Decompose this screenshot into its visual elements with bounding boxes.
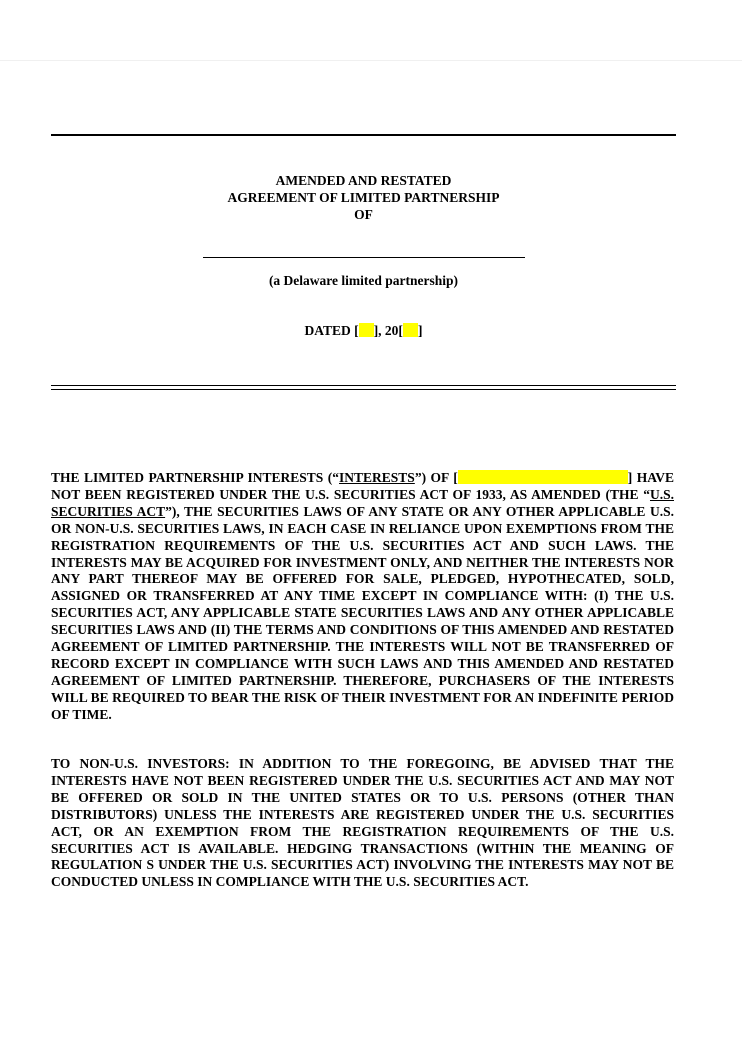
dated-line — [51, 323, 676, 339]
dated-middle: ], 20[ — [373, 323, 403, 338]
day-blank[interactable] — [359, 323, 374, 337]
title-line-3: OF — [354, 207, 373, 222]
legend1-part2: ”) OF [ — [414, 470, 458, 485]
legend1-part1: THE LIMITED PARTNERSHIP INTERESTS (“ — [51, 470, 340, 485]
securities-legend — [51, 470, 674, 724]
interests-defined-term: INTERESTS — [339, 470, 415, 485]
non-us-investor-legend: TO NON-U.S. INVESTORS: IN ADDITION TO THE FOREGOING, BE ADVISED THAT THE INTERESTS HAVE NOT BEEN REGISTERED UNDER THE U.S. SECURITIES ACT AND MAY NOT BE OFFERED OR SOLD IN THE UNITED STATES OR TO U.S. PERSONS (OTHER THAN DISTRIBUTORS) UNLESS THE INTERESTS ARE REGISTERED UNDER THE U.S. SECURITIES ACT, OR AN EXEMPTION FROM THE REGISTRATION REQUIREMENTS OF THE U.S. SECURITIES ACT IS AVAILABLE. HEDGING TRANSACTIONS (WITHIN THE MEANING OF REGULATION S UNDER THE U.S. SECURITIES ACT) INVOLVING THE INTERESTS MAY NOT BE CONDUCTED UNLESS IN COMPLIANCE WITH THE U.S. SECURITIES ACT. — [51, 756, 674, 890]
title-line-1: AMENDED AND RESTATED — [275, 173, 452, 188]
securities-act-defined-term: U.S. SECURITIES ACT — [51, 486, 674, 519]
partnership-name-highlight[interactable] — [458, 470, 628, 484]
year-blank[interactable] — [403, 323, 418, 337]
partnership-name-blank[interactable] — [203, 257, 525, 258]
legend1-part4: ”), THE SECURITIES LAWS OF ANY STATE OR ANY OTHER APPLICABLE U.S. OR NON-U.S. SECURITIES LAWS, IN EACH CASE IN RELIANCE UPON EXEMPTIONS FROM THE REGISTRATION REQUIREMENTS OF THE U.S. SECURITIES ACT AND SUCH LAWS. THE INTERESTS MAY BE ACQUIRED FOR INVESTMENT ONLY, AND NEITHER THE INTERESTS NOR ANY PART THEREOF MAY BE OFFERED FOR SALE, PLEDGED, HYPOTHECATED, SOLD, ASSIGNED OR TRANSFERRED AT ANY TIME EXCEPT IN COMPLIANCE WITH: (I) THE U.S. SECURITIES ACT, ANY APPLICABLE STATE SECURITIES LAWS AND ANY OTHER APPLICABLE SECURITIES LAWS AND (II) THE TERMS AND CONDITIONS OF THIS AMENDED AND RESTATED AGREEMENT OF LIMITED PARTNERSHIP. THE INTERESTS WILL NOT BE TRANSFERRED OF RECORD EXCEPT IN COMPLIANCE WITH SUCH LAWS AND THIS AMENDED AND RESTATED AGREEMENT OF LIMITED PARTNERSHIP. THEREFORE, PURCHASERS OF THE INTERESTS WILL BE REQUIRED TO BEAR THE RISK OF THEIR INVESTMENT FOR AN INDEFINITE PERIOD OF TIME. — [51, 503, 674, 722]
double-rule — [51, 385, 676, 390]
entity-type: (a Delaware limited partnership) — [268, 273, 459, 288]
document-title — [51, 172, 676, 223]
top-rule — [51, 134, 676, 136]
dated-suffix: ] — [417, 323, 423, 338]
page-header-strip — [0, 0, 742, 61]
dated-prefix: DATED [ — [304, 323, 359, 338]
title-line-2: AGREEMENT OF LIMITED PARTNERSHIP — [227, 190, 500, 205]
legend1-part3: ] HAVE NOT BEEN REGISTERED UNDER THE U.S. SECURITIES ACT OF 1933, AS AMENDED (THE “ — [51, 470, 675, 502]
